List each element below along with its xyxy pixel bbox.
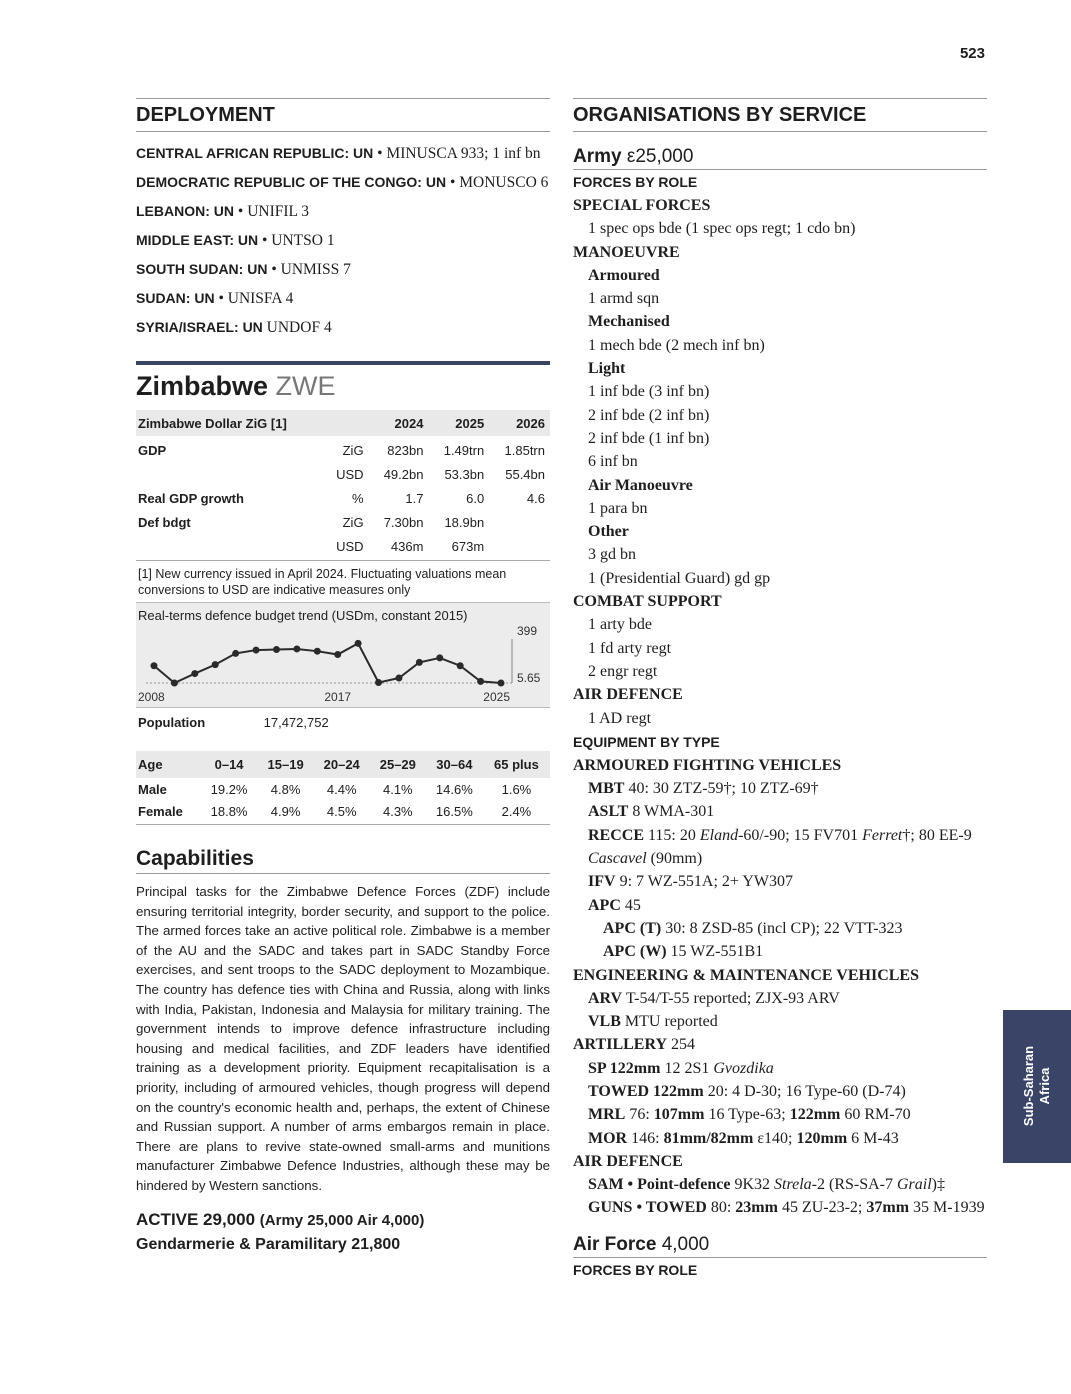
- deployment-mission: UNDOF 4: [266, 319, 332, 336]
- eq-calibre: 122mm: [789, 1106, 841, 1124]
- eq-key: MBT: [588, 780, 625, 798]
- economy-cell: 53.3bn: [444, 466, 485, 482]
- list-item: [573, 1080, 987, 1103]
- age-cell: 4.8%: [270, 782, 301, 797]
- deployment-item: [136, 316, 550, 339]
- age-header: 65 plus: [483, 751, 550, 778]
- y-tick-label: 5.65: [517, 671, 541, 685]
- artillery-heading: [573, 1033, 987, 1056]
- eq-key: ARTILLERY: [573, 1036, 668, 1054]
- deployment-country: MIDDLE EAST:: [136, 232, 234, 248]
- eq-name: Cascavel: [588, 850, 647, 868]
- deployment-separator: •: [258, 232, 272, 249]
- eq-value: 35 M-1939: [913, 1199, 985, 1217]
- trend-point: [293, 645, 300, 652]
- eq-key: MOR: [588, 1129, 628, 1147]
- population-label: Population: [138, 715, 206, 730]
- economy-cell: 6.0: [466, 490, 485, 506]
- eq-key: MRL: [588, 1106, 626, 1124]
- budget-trend-chart: [136, 602, 550, 708]
- eq-value: (90mm): [650, 850, 703, 868]
- mechanised-subheading: Mechanised: [588, 313, 670, 331]
- deployment-country: DEMOCRATIC REPUBLIC OF THE CONGO:: [136, 174, 422, 190]
- list-item: [573, 1103, 987, 1126]
- economy-cell: [136, 462, 324, 486]
- deployment-mission: UNIFIL 3: [247, 203, 310, 220]
- trend-point: [232, 650, 239, 657]
- equipment-by-type-heading: EQUIPMENT BY TYPE: [573, 733, 720, 750]
- list-item: [573, 894, 987, 917]
- eq-name: Strela: [774, 1176, 812, 1194]
- active-detail: (Army 25,000 Air 4,000): [259, 1211, 425, 1229]
- deployment-separator: •: [446, 174, 460, 191]
- list-item: [573, 1127, 987, 1150]
- country-title: [136, 365, 550, 410]
- air-manoeuvre-subheading: Air Manoeuvre: [588, 476, 693, 494]
- trend-point: [395, 675, 402, 682]
- country-code: ZWE: [275, 371, 336, 401]
- list-item: 2 inf bde (1 inf bn): [588, 429, 710, 447]
- deployment-separator: •: [373, 145, 387, 162]
- air-force-name: Air Force: [573, 1233, 657, 1255]
- deployment-separator: •: [234, 203, 248, 220]
- economy-cell: [489, 510, 550, 534]
- forces-by-role-heading: FORCES BY ROLE: [573, 1261, 698, 1278]
- eq-key: RECCE: [588, 826, 645, 844]
- deployment-org: UN: [425, 174, 447, 190]
- list-item: 1 (Presidential Guard) gd gp: [588, 569, 771, 587]
- economy-cell: ZiG: [342, 514, 364, 530]
- emv-heading: ENGINEERING & MAINTENANCE VEHICLES: [573, 966, 919, 984]
- economy-cell: USD: [324, 534, 369, 561]
- trend-point: [375, 679, 382, 686]
- list-item: [573, 800, 987, 823]
- age-header: 30–64: [426, 751, 483, 778]
- eq-value: 115: 20: [648, 826, 696, 844]
- economy-cell: 7.30bn: [383, 514, 424, 530]
- eq-value: 146:: [631, 1129, 660, 1147]
- deployment-country: CENTRAL AFRICAN REPUBLIC:: [136, 145, 350, 161]
- chart-title: Real-terms defence budget trend (USDm, constant 2015): [138, 608, 468, 623]
- trend-point: [416, 659, 423, 666]
- eq-key: ASLT: [588, 803, 629, 821]
- economy-cell: Def bdgt: [138, 514, 191, 530]
- deployment-item: [136, 142, 550, 165]
- economy-cell: 55.4bn: [505, 466, 545, 482]
- economy-header-2026: 2026: [489, 410, 550, 436]
- eq-calibre: 120mm: [796, 1129, 848, 1147]
- economy-header-label: Zimbabwe Dollar ZiG [1]: [136, 410, 324, 436]
- eq-name: Grail: [897, 1176, 932, 1194]
- eq-value: 15 WZ-551B1: [670, 943, 764, 961]
- table-row: [136, 436, 550, 462]
- eq-value: MTU reported: [624, 1013, 718, 1031]
- orgs-title: ORGANISATIONS BY SERVICE: [573, 98, 987, 132]
- deployment-org: UN: [194, 290, 215, 306]
- age-cell: 16.5%: [426, 800, 483, 825]
- list-item: [573, 1010, 987, 1033]
- age-header: 15–19: [258, 751, 314, 778]
- deployment-item: [136, 200, 550, 223]
- economy-cell: 1.7: [405, 490, 424, 506]
- eq-key: SP 122mm: [588, 1059, 661, 1077]
- eq-value: 45: [624, 896, 641, 914]
- trend-line: [154, 643, 501, 683]
- eq-key: TOWED 122mm: [588, 1082, 704, 1100]
- list-item: 2 engr regt: [588, 662, 658, 680]
- economy-header-unit: [324, 410, 369, 436]
- eq-key: ARV: [588, 989, 623, 1007]
- age-header: 0–14: [201, 751, 258, 778]
- economy-cell: Real GDP growth: [138, 490, 244, 506]
- manoeuvre-heading: MANOEUVRE: [573, 243, 680, 261]
- age-cell: 1.6%: [501, 782, 532, 797]
- trend-point: [498, 680, 505, 687]
- table-row: [136, 462, 550, 486]
- deployment-item: [136, 229, 550, 252]
- economy-cell: [136, 534, 324, 561]
- trend-point: [355, 640, 362, 647]
- y-tick-label: 399: [517, 624, 538, 638]
- list-item: [573, 940, 987, 963]
- deployment-org: UN: [242, 319, 263, 335]
- deployment-org: UN: [352, 145, 374, 161]
- capabilities-text: Principal tasks for the Zimbabwe Defence Forces (ZDF) include ensuring territorial integrity, border security, and support to the police. The armed forces take an active political role. Zimbabwe is a member of the AU and the SADC and takes part in SADC Standby Force exercises, and sent troops to the SADC deployment to Mozambique. The country has defence ties with China and Russia, along with links with India, Pakistan, Indonesia and Malaysia for military training. The government intends to improve defence infrastructure including housing and medical facilities, and ZDF leaders have identified training as a development priority. Equipment recapitalisation is a priority, including of armoured vehicles, though progress will depend on the country's economic health and, perhaps, the extent of Chinese and Russian support. A number of arms embargos remain in place. There are plans to revive state-owned small-arms and munitions manufacturer Zimbabwe Defence Industries, although these may be hindered by Western sanctions.: [136, 884, 550, 1193]
- eq-value: -60/-90; 15 FV701: [738, 826, 859, 844]
- age-header: 25–29: [370, 751, 426, 778]
- afv-heading: ARMOURED FIGHTING VEHICLES: [573, 756, 842, 774]
- age-table: [136, 751, 550, 825]
- section-side-tab: [1003, 1010, 1071, 1163]
- trend-point: [314, 648, 321, 655]
- deployment-country: SUDAN:: [136, 290, 191, 306]
- trend-point: [171, 680, 178, 687]
- eq-value: T-54/T-55 reported; ZJX-93 ARV: [625, 989, 840, 1007]
- air-force-heading: [573, 1234, 987, 1258]
- eq-value: )‡: [931, 1176, 945, 1194]
- list-item: 1 para bn: [588, 499, 648, 517]
- eq-value: 9K32: [734, 1176, 771, 1194]
- eq-key: VLB: [588, 1013, 621, 1031]
- economy-cell: ZiG: [342, 442, 364, 458]
- deployment-mission: MONUSCO 6: [459, 174, 549, 191]
- population-value: 17,472,752: [263, 715, 329, 730]
- eq-value: 40: 30 ZTZ-59†; 10 ZTZ-69†: [628, 780, 819, 798]
- list-item: [573, 987, 987, 1010]
- list-item: 1 inf bde (3 inf bn): [588, 383, 710, 401]
- deployment-separator: •: [214, 290, 228, 307]
- economy-cell: 4.6: [526, 490, 545, 506]
- deployment-org: UN: [247, 261, 268, 277]
- eq-key: APC: [588, 896, 621, 914]
- deployment-country: SYRIA/ISRAEL:: [136, 319, 239, 335]
- deployment-mission: UNMISS 7: [280, 261, 351, 278]
- economy-cell: USD: [336, 466, 364, 482]
- age-header: Age: [136, 751, 201, 778]
- eq-value: 76:: [629, 1106, 650, 1124]
- forces-by-role-heading: FORCES BY ROLE: [573, 174, 698, 190]
- army-heading: [573, 146, 987, 170]
- deployment-separator: •: [267, 261, 281, 278]
- trend-point: [212, 661, 219, 668]
- list-item: 1 armd sqn: [588, 290, 660, 308]
- deployment-item: [136, 171, 550, 194]
- economy-cell: 823bn: [387, 442, 424, 458]
- other-subheading: Other: [588, 523, 629, 541]
- trend-svg: [136, 603, 550, 707]
- trend-point: [151, 662, 158, 669]
- eq-calibre: 107mm: [653, 1106, 705, 1124]
- economy-cell: 436m: [369, 534, 429, 561]
- air-defence-eq-heading: AIR DEFENCE: [573, 1152, 683, 1170]
- economy-cell: GDP: [138, 442, 167, 458]
- age-cell: 4.3%: [370, 800, 426, 825]
- left-column: [136, 98, 550, 1257]
- eq-key: SAM • Point-defence: [588, 1176, 731, 1194]
- deployment-mission: MINUSCA 933; 1 inf bn: [386, 145, 541, 162]
- combat-support-heading: COMBAT SUPPORT: [573, 593, 722, 611]
- eq-value: 8 WMA-301: [632, 803, 715, 821]
- eq-calibre: 81mm/82mm: [663, 1129, 754, 1147]
- eq-value: 45 ZU-23-2;: [781, 1199, 863, 1217]
- list-item: [573, 1057, 987, 1080]
- list-item: 1 fd arty regt: [588, 639, 672, 657]
- age-cell: 4.1%: [382, 782, 413, 797]
- trend-point: [457, 662, 464, 669]
- army-name: Army: [573, 146, 622, 167]
- table-row: [136, 486, 550, 510]
- deployment-list: [136, 142, 550, 339]
- capabilities-title: Capabilities: [136, 847, 550, 874]
- deployment-mission: UNTSO 1: [271, 232, 335, 249]
- economy-cell: 49.2bn: [383, 466, 424, 482]
- table-row: [136, 510, 550, 534]
- air-force-strength: 4,000: [661, 1233, 710, 1255]
- eq-value: 20: 4 D-30; 16 Type-60 (D-74): [707, 1082, 906, 1100]
- eq-value: -2 (RS-SA-7: [811, 1176, 893, 1194]
- eq-value: 12 2S1: [664, 1059, 710, 1077]
- right-column: [573, 98, 987, 1282]
- eq-name: Eland: [699, 826, 739, 844]
- eq-value: †; 80 EE-9: [902, 826, 972, 844]
- economy-cell: [489, 534, 550, 561]
- age-cell: Male: [138, 782, 167, 797]
- eq-key: GUNS • TOWED: [588, 1199, 707, 1217]
- eq-value: 60 RM-70: [844, 1106, 911, 1124]
- eq-key: APC (T): [603, 919, 662, 937]
- eq-name: Gvozdika: [713, 1059, 774, 1077]
- age-header: 20–24: [314, 751, 370, 778]
- age-cell: 2.4%: [483, 800, 550, 825]
- trend-plot: [138, 624, 541, 704]
- trend-point: [191, 670, 198, 677]
- economy-cell: 18.9bn: [444, 514, 485, 530]
- economy-cell: 1.85trn: [504, 442, 545, 458]
- list-item: 2 inf bde (2 inf bn): [588, 406, 710, 424]
- eq-value: 80:: [710, 1199, 732, 1217]
- deployment-item: [136, 287, 550, 310]
- list-item: 1 mech bde (2 mech inf bn): [588, 336, 765, 354]
- trend-point: [436, 654, 443, 661]
- economy-cell: 673m: [428, 534, 489, 561]
- eq-key: APC (W): [603, 943, 667, 961]
- age-cell: 14.6%: [435, 782, 473, 797]
- age-cell: 18.8%: [201, 800, 258, 825]
- list-item: 1 spec ops bde (1 spec ops regt; 1 cdo bn): [588, 220, 856, 238]
- table-row: [136, 778, 550, 800]
- deployment-org: UN: [237, 232, 259, 248]
- list-item: [573, 824, 987, 871]
- eq-name: Ferret: [862, 826, 903, 844]
- side-tab-line2: Africa: [1037, 1067, 1052, 1105]
- trend-point: [477, 678, 484, 685]
- trend-point: [253, 647, 260, 654]
- eq-value: 16 Type-63;: [708, 1106, 786, 1124]
- economy-cell: %: [352, 490, 364, 506]
- eq-calibre: 37mm: [866, 1199, 910, 1217]
- eq-value: 9: 7 WZ-551A; 2+ YW307: [619, 873, 794, 891]
- page-number: 523: [959, 45, 985, 62]
- economy-table: [136, 410, 550, 561]
- eq-value: 6 M-43: [851, 1129, 899, 1147]
- deployment-title: DEPLOYMENT: [136, 98, 550, 132]
- eq-key: IFV: [588, 873, 616, 891]
- light-subheading: Light: [588, 360, 626, 378]
- list-item: [573, 1196, 987, 1219]
- list-item: 6 inf bn: [588, 453, 638, 471]
- economy-note: [1] New currency issued in April 2024. Fluctuating valuations mean conversions to USD are indicative measures only: [138, 567, 507, 597]
- gendarmerie-strength: Gendarmerie & Paramilitary 21,800: [136, 1235, 401, 1253]
- age-cell: 4.9%: [258, 800, 314, 825]
- age-cell: 4.5%: [314, 800, 370, 825]
- air-defence-heading: AIR DEFENCE: [573, 686, 683, 704]
- trend-point: [334, 651, 341, 658]
- list-item: 3 gd bn: [588, 546, 636, 564]
- x-tick-label: 2017: [324, 690, 352, 704]
- table-row: [136, 534, 550, 561]
- population-row: [136, 708, 550, 737]
- economy-cell: 1.49trn: [443, 442, 485, 458]
- side-tab-line1: Sub-Saharan: [1021, 1045, 1036, 1127]
- eq-calibre: 23mm: [735, 1199, 778, 1217]
- table-row: [136, 800, 550, 825]
- list-item: 1 AD regt: [588, 709, 652, 727]
- deployment-mission: UNISFA 4: [227, 290, 294, 307]
- eq-value: ε140;: [757, 1129, 793, 1147]
- deployment-country: LEBANON:: [136, 203, 210, 219]
- deployment-country: SOUTH SUDAN:: [136, 261, 244, 277]
- list-item: [573, 917, 987, 940]
- deployment-org: UN: [213, 203, 234, 219]
- active-label: ACTIVE 29,000: [136, 1209, 256, 1229]
- economy-header-2024: 2024: [369, 410, 429, 436]
- army-strength: ε25,000: [626, 146, 694, 167]
- x-tick-label: 2025: [483, 690, 510, 704]
- trend-point: [273, 646, 280, 653]
- country-name: Zimbabwe: [136, 371, 269, 401]
- active-strength: [136, 1208, 550, 1233]
- armoured-subheading: Armoured: [588, 266, 660, 284]
- side-tab-label: [1021, 1046, 1053, 1126]
- special-forces-heading: SPECIAL FORCES: [573, 197, 711, 214]
- list-item: [573, 870, 987, 893]
- age-cell: 4.4%: [326, 782, 357, 797]
- economy-header-2025: 2025: [428, 410, 489, 436]
- list-item: [573, 777, 987, 800]
- deployment-item: [136, 258, 550, 281]
- eq-value: 30: 8 ZSD-85 (incl CP); 22 VTT-323: [665, 919, 903, 937]
- age-cell: 19.2%: [210, 782, 248, 797]
- list-item: [573, 1173, 987, 1196]
- eq-value: 254: [671, 1036, 696, 1054]
- x-tick-label: 2008: [138, 690, 165, 704]
- list-item: 1 arty bde: [588, 616, 652, 634]
- age-cell: Female: [136, 800, 201, 825]
